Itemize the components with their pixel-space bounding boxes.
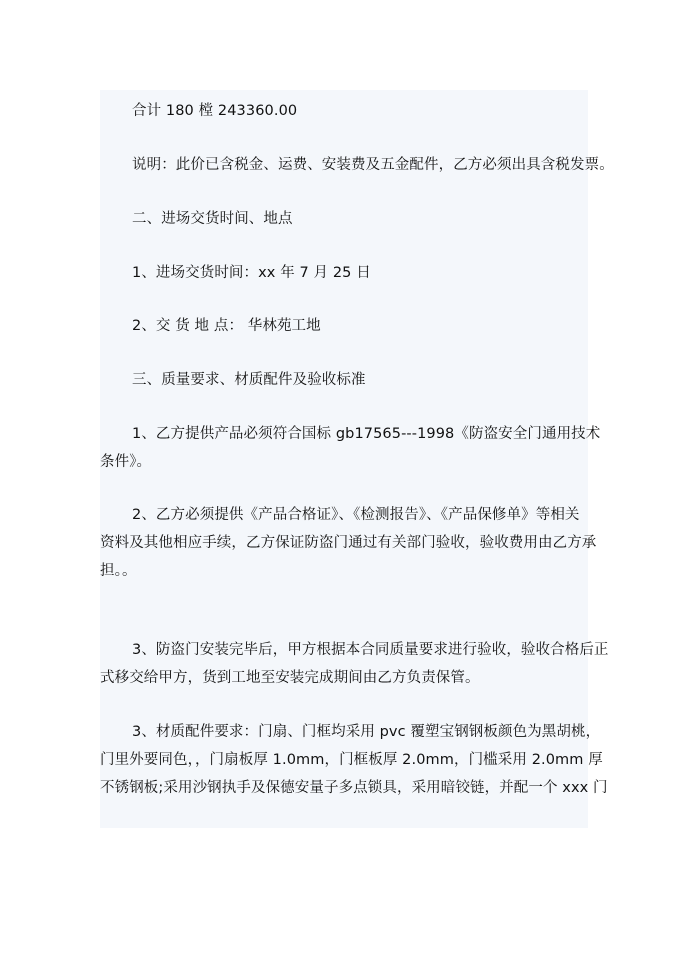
quality-item-3-line-1: 3、防盗门安装完毕后，甲方根据本合同质量要求进行验收，验收合格后正 xyxy=(132,642,609,658)
quality-item-1-line-2: 条件》。 xyxy=(100,454,152,470)
price-note: 说明：此价已含税金、运费、安装费及五金配件，乙方必须出具含税发票。 xyxy=(132,157,614,173)
delivery-time: 1、进场交货时间：xx 年 7 月 25 日 xyxy=(132,265,371,281)
quality-item-2-line-2: 资料及其他相应手续，乙方保证防盗门通过有关部门验收，验收费用由乙方承 xyxy=(100,535,597,551)
section-two-heading: 二、进场交货时间、地点 xyxy=(132,211,293,227)
quality-item-2-line-1: 2、乙方必须提供《产品合格证》、《检测报告》、《产品保修单》等相关 xyxy=(132,507,580,523)
material-requirements xyxy=(100,718,608,802)
section-three-heading: 三、质量要求、材质配件及验收标准 xyxy=(132,372,366,388)
quality-item-1-line-1: 1、乙方提供产品必须符合国标 gb17565---1998《防盗安全门通用技术 xyxy=(132,426,601,442)
delivery-place: 2、交 货 地 点： 华林苑工地 xyxy=(132,318,321,334)
material-requirements-line-3: 不锈钢板;采用沙钢执手及保德安量子多点锁具，采用暗铰链，并配一个 xxx 门 xyxy=(100,780,608,796)
material-requirements-line-1: 3、材质配件要求：门扇、门框均采用 pvc 覆塑宝钢钢板颜色为黑胡桃， xyxy=(132,724,601,740)
quality-item-3 xyxy=(100,636,609,692)
quality-item-2-line-3: 担。。 xyxy=(100,563,137,579)
total-line: 合计 180 樘 243360.00 xyxy=(132,103,298,119)
quality-item-3-line-2: 式移交给甲方，货到工地至安装完成期间由乙方负责保管。 xyxy=(100,670,480,686)
quality-item-2 xyxy=(100,501,597,585)
quality-item-1 xyxy=(100,420,601,476)
document-body xyxy=(100,90,614,828)
material-requirements-line-2: 门里外要同色，，门扇板厚 1.0mm，门框板厚 2.0mm，门槛采用 2.0mm 厚 xyxy=(100,752,603,768)
